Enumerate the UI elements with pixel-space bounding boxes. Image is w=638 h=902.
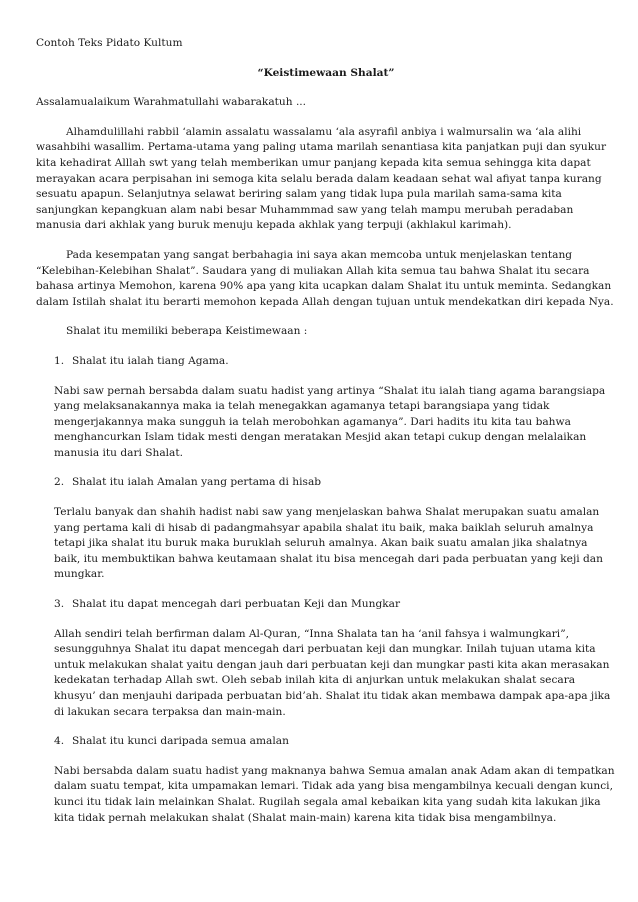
list-item-number: 1. [54,354,65,367]
list-item-title: Shalat itu dapat mencegah dari perbuatan Keji dan Mungkar [72,598,401,611]
list-item-heading [54,597,616,613]
list-item-body: Nabi bersabda dalam suatu hadist yang maknanya bahwa Semua amalan anak Adam akan di tempatkan dalam suatu tempat, kita umpamakan lemari. Tidak ada yang bisa mengambilnya kecuali dengan kunci, kunci itu tidak lain melainkan Shalat. Rugilah segala amal kebaikan kita yang sudah kita lakukan jika kita tidak pernah melakukan shalat (Shalat main-main) karena kita tidak bisa mengambilnya. [54,764,615,824]
topic-paragraph: Pada kesempatan yang sangat berbahagia ini saya akan memcoba untuk menjelaskan tentang “Kelebihan-Kelebihan Shalat”. Saudara yang di muliakan Allah kita semua tau bahwa Shalat itu secara bahasa artinya Memohon, karena 90% apa yang kita ucapkan dalam Shalat itu untuk meminta. Sedangkan dalam Istilah shalat itu berarti memohon kepada Allah dengan tujuan untuk mendekatkan diri kepada Nya. [36,248,614,308]
list-item-body: Allah sendiri telah berfirman dalam Al-Quran, “Inna Shalata tan ha ‘anil fahsya i walmungkari”, sesungguhnya Shalat itu dapat mencegah dari perbuatan keji dan mungkar. Inilah tujuan utama kita untuk melakukan shalat yaitu dengan jauh dari perbuatan keji dan mungkar pasti kita akan merasakan kedekatan terhadap Allah swt. Oleh sebab inilah kita di anjurkan untuk melakukan shalat secara khusyu’ dan menjauhi daripada perbuatan bid’ah. Shalat itu tidak akan membawa dampak apa-apa jika di lakukan secara terpaksa dan main-main. [54,627,611,718]
list-item-number: 3. [54,598,65,611]
greeting: Assalamualaikum Warahmatullahi wabarakatuh ... [36,96,307,109]
speech-title: “Keistimewaan Shalat” [257,66,395,79]
list-item-heading [54,734,616,750]
list-item-body: Terlalu banyak dan shahih hadist nabi saw yang menjelaskan bahwa Shalat merupakan suatu amalan yang pertama kali di hisab di padangmahsyar apabila shalat itu baik, maka baiklah seluruh amalnya tetapi jika shalat itu buruk maka buruklah seluruh amalnya. Akan baik suatu amalan jika shalatnya baik, itu membuktikan bahwa keutamaan shalat itu bisa mencegah dari pada perbuatan yang keji dan mungkar. [54,506,603,581]
list-item [54,597,616,720]
opening-paragraph: Alhamdulillahi rabbil ‘alamin assalatu wassalamu ‘ala asyrafil anbiya i walmursalin wa ‘ala alihi wasahbihi wasallim. Pertama-utama yang paling utama marilah senantiasa kita panjatkan puji dan syukur kita kehadirat Alllah swt yang telah memberikan umur panjang kepada kita semua sehingga kita dapat merayakan acara perpisahan ini semoga kita selalu berada dalam keadaan sehat wal afiyat tanpa kurang sesuatu apapun. Selanjutnya selawat beriring salam yang tidak lupa pula marilah sama-sama kita sanjungkan kepangkuan alam nabi besar Muhammmad saw yang telah mampu merubah peradaban manusia dari akhlak yang buruk menuju kepada akhlak yang terpuji (akhlakul karimah). [36,125,607,232]
list-item-number: 2. [54,476,65,489]
list-intro: Shalat itu memiliki beberapa Keistimewaan : [66,325,308,338]
list-item-heading [54,354,616,370]
list-item-heading [54,475,616,491]
list-item-title: Shalat itu ialah Amalan yang pertama di hisab [72,476,322,489]
list-item-title: Shalat itu ialah tiang Agama. [72,354,229,367]
list-item-number: 4. [54,735,65,748]
list-item-title: Shalat itu kunci daripada semua amalan [72,735,289,748]
list-item-body: Nabi saw pernah bersabda dalam suatu hadist yang artinya “Shalat itu ialah tiang agama barangsiapa yang melaksanakannya maka ia telah menegakkan agamanya tetapi barangsiapa yang tidak mengerjakannya maka sungguh ia telah merobohkan agamanya”. Dari hadits itu kita tau bahwa menghancurkan Islam tidak mesti dengan meratakan Mesjid akan tetapi cukup dengan melalaikan manusia itu dari Shalat. [54,384,606,459]
document-header: Contoh Teks Pidato Kultum [36,37,183,49]
list-item [54,475,616,583]
list-item [54,734,616,826]
list-item [54,354,616,462]
